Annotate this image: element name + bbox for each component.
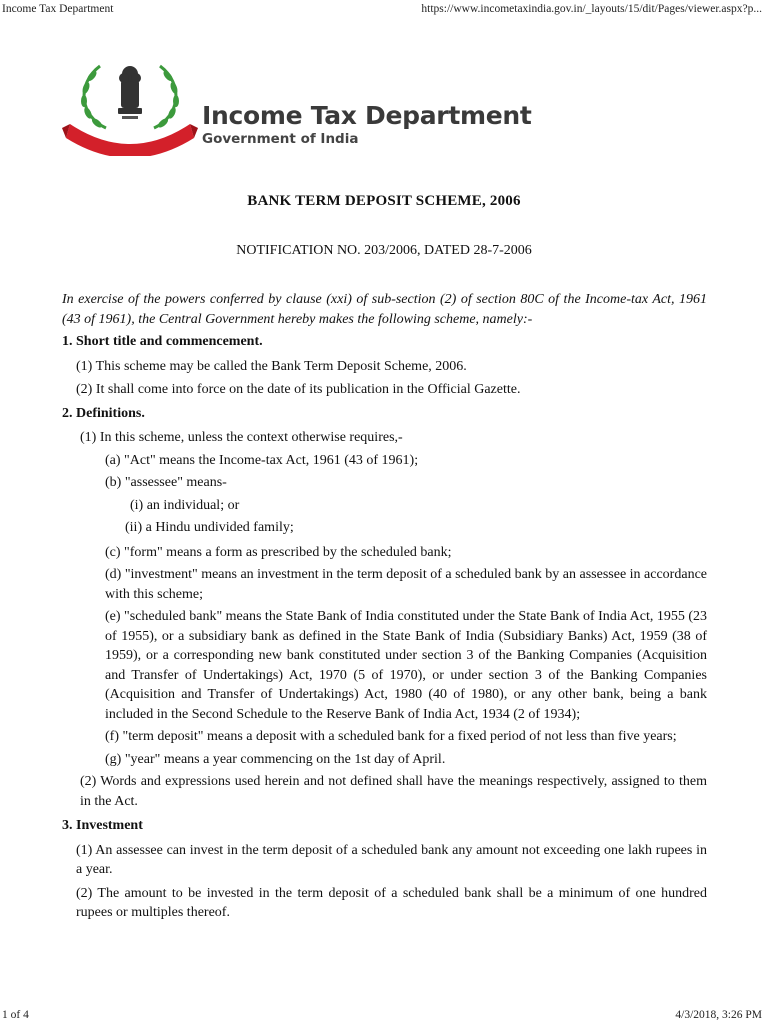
definition-item: (g) "year" means a year commencing on the 1st day of April. <box>105 751 446 767</box>
notification-line: NOTIFICATION NO. 203/2006, DATED 28-7-2006 <box>236 243 532 258</box>
document-title: BANK TERM DEPOSIT SCHEME, 2006 <box>247 193 521 209</box>
document-body <box>62 290 707 927</box>
intro-paragraph: In exercise of the powers conferred by clause (xxi) of sub-section (2) of section 80C of the Income-tax Act, 1961 (43 of 1961), the Central Government hereby makes the following scheme, namely:- <box>62 292 707 327</box>
brand-title: Income Tax Department <box>202 101 532 130</box>
print-page-title: Income Tax Department <box>2 3 114 15</box>
definition-item: (e) "scheduled bank" means the State Bank of India constituted under the State Bank of India Act, 1955 (23 of 1955), or a subsidiary bank as defined in the State Bank of India (Subsidiary Banks) Act, 1959 (38 of 1959), or a corresponding new bank constituted under section 3 of the Banking Companies (Acquisition and Transfer of Undertakings) Act, 1970 (5 of 1970), or under section 3 of the Banking Companies (Acquisition and Transfer of Undertakings) Act, 1980 (40 of 1980), or any other bank, being a bank included in the Second Schedule to the Reserve Bank of India Act, 1934 (2 of 1934); <box>105 609 707 722</box>
print-datetime: 4/3/2018, 3:26 PM <box>675 1009 762 1021</box>
section-heading: 3. Investment <box>62 818 143 833</box>
page-counter: 1 of 4 <box>2 1009 29 1021</box>
definition-item: (c) "form" means a form as prescribed by the scheduled bank; <box>105 544 452 560</box>
print-url: https://www.incometaxindia.gov.in/_layouts/15/dit/Pages/viewer.aspx?p... <box>421 3 762 15</box>
section-heading: 2. Definitions. <box>62 405 145 421</box>
definition-item: (d) "investment" means an investment in the term deposit of a scheduled bank by an assessee in accordance with this scheme; <box>105 567 707 602</box>
brand-block <box>202 101 532 147</box>
definition-item: (a) "Act" means the Income-tax Act, 1961 (43 of 1961); <box>105 452 419 468</box>
clause: (2) The amount to be invested in the term deposit of a scheduled bank shall be a minimum of one hundred rupees or multiples thereof. <box>76 885 707 920</box>
sub-item: (i) an individual; or <box>130 497 240 513</box>
clause: (2) Words and expressions used herein and not defined shall have the meanings respectively, assigned to them in the Act. <box>80 774 707 809</box>
sub-item: (ii) a Hindu undivided family; <box>125 520 294 535</box>
clause: (1) This scheme may be called the Bank Term Deposit Scheme, 2006. <box>76 358 467 374</box>
definition-item: (f) "term deposit" means a deposit with a scheduled bank for a fixed period of not less than five years; <box>105 729 677 744</box>
section-heading: 1. Short title and commencement. <box>62 334 263 349</box>
definition-item: (b) "assessee" means- <box>105 475 227 490</box>
income-tax-emblem-logo <box>62 56 198 156</box>
clause: (1) In this scheme, unless the context otherwise requires,- <box>80 430 403 445</box>
clause: (2) It shall come into force on the date of its publication in the Official Gazette. <box>76 382 521 397</box>
clause: (1) An assessee can invest in the term deposit of a scheduled bank any amount not exceeding one lakh rupees in a year. <box>76 842 707 877</box>
brand-subtitle: Government of India <box>202 131 359 147</box>
